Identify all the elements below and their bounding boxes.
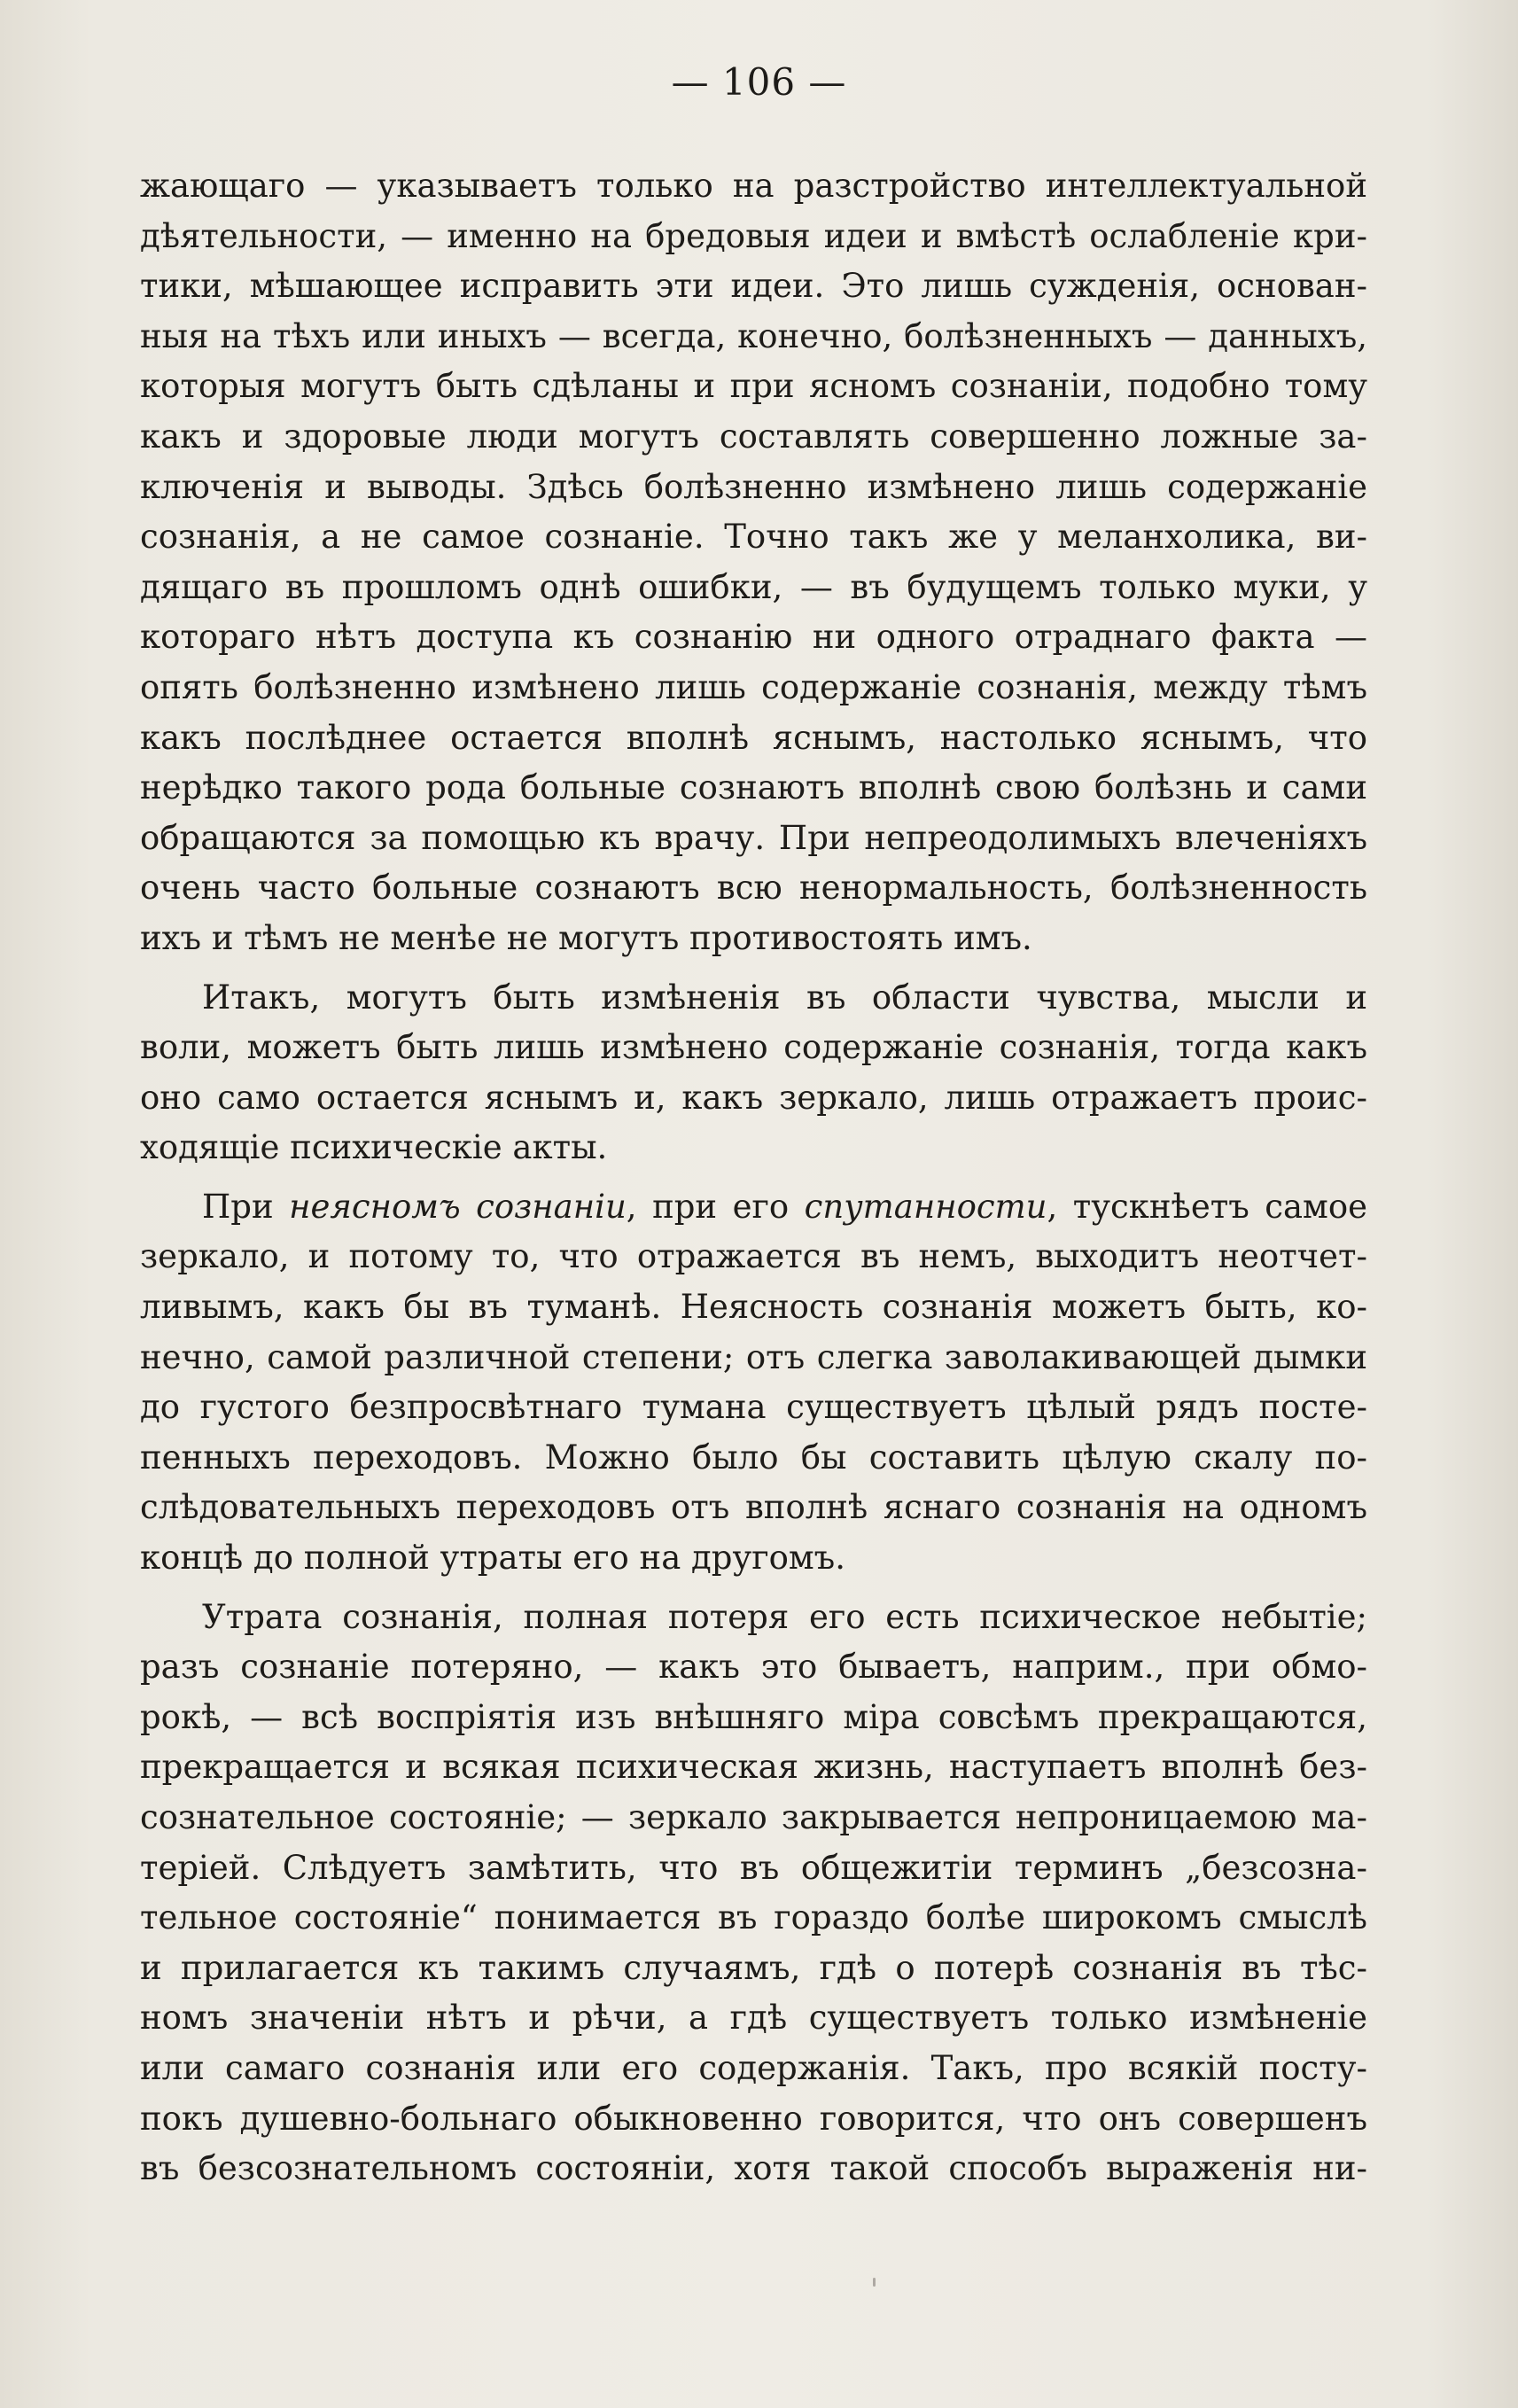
- text-line: тельное состояніе“ понимается въ гораздо болѣе широкомъ смыслѣ: [140, 1898, 1367, 1937]
- text-line: разъ сознаніе потеряно, — какъ это бываетъ, наприм., при обмо-: [140, 1648, 1367, 1687]
- paragraph-4: [140, 1593, 1367, 2194]
- text-line: сознательное состояніе; — зеркало закрывается непроницаемою ма-: [140, 1798, 1367, 1836]
- text-line: слѣдовательныхъ переходовъ отъ вполнѣ яснаго сознанія на одномъ: [140, 1488, 1367, 1527]
- text-line: тики, мѣшающее исправить эти идеи. Это лишь сужденія, основан-: [140, 267, 1367, 306]
- text-line: концѣ до полной утраты его на другомъ.: [140, 1539, 845, 1578]
- paragraph-1: [140, 161, 1367, 964]
- text-line: оно само остается яснымъ и, какъ зеркало, лишь отражаетъ проис-: [140, 1078, 1367, 1117]
- text-line: воли, можетъ быть лишь измѣнено содержаніе сознанія, тогда какъ: [140, 1028, 1367, 1067]
- text-line: ихъ и тѣмъ не менѣе не могутъ противостоять имъ.: [140, 918, 1032, 957]
- emphasis-term: спутанности: [804, 1187, 1047, 1226]
- body-text: [140, 161, 1367, 2194]
- text-line: рокѣ, — всѣ воспріятія изъ внѣшняго міра совсѣмъ прекращаются,: [140, 1697, 1367, 1736]
- emphasis-term: неясномъ сознаніи: [289, 1187, 627, 1226]
- text-line: какъ послѣднее остается вполнѣ яснымъ, настолько яснымъ, что: [140, 718, 1367, 757]
- text-line: ключенія и выводы. Здѣсь болѣзненно измѣнено лишь содержаніе: [140, 467, 1367, 506]
- text-line: ныя на тѣхъ или иныхъ — всегда, конечно, болѣзненныхъ — данныхъ,: [140, 316, 1367, 355]
- text-line: или самаго сознанія или его содержанія. Такъ, про всякій посту-: [140, 2048, 1367, 2087]
- text-line: котораго нѣтъ доступа къ сознанію ни одного отраднаго факта —: [140, 618, 1367, 657]
- text-line: которыя могутъ быть сдѣланы и при ясномъ сознаніи, подобно тому: [140, 367, 1367, 406]
- text-line: прекращается и всякая психическая жизнь, наступаетъ вполнѣ без-: [140, 1748, 1367, 1787]
- text-line: дѣятельности, — именно на бредовыя идеи и вмѣстѣ ослабленіе кри-: [140, 216, 1367, 255]
- text-line: ливымъ, какъ бы въ туманѣ. Неясность сознанія можетъ быть, ко-: [140, 1288, 1367, 1327]
- text-line: сознанія, а не самое сознаніе. Точно такъ же у меланхолика, ви-: [140, 518, 1367, 557]
- paper-speck: [873, 2278, 876, 2287]
- text-line: нечно, самой различной степени; отъ слегка заволакивающей дымки: [140, 1337, 1367, 1376]
- text-line: зеркало, и потому то, что отражается въ немъ, выходитъ неотчет-: [140, 1237, 1367, 1276]
- text-line: очень часто больные сознаютъ всю ненормальность, болѣзненность: [140, 869, 1367, 908]
- text-line: номъ значеніи нѣтъ и рѣчи, а гдѣ существуетъ только измѣненіе: [140, 1999, 1367, 2038]
- text-line: жающаго — указываетъ только на разстройство интеллектуальной: [140, 167, 1367, 205]
- paragraph-3: [140, 1182, 1367, 1584]
- text-line: покъ душевно-больнаго обыкновенно говорится, что онъ совершенъ: [140, 2099, 1367, 2138]
- text-line: Утрата сознанія, полная потеря его есть психическое небытіе;: [202, 1597, 1367, 1636]
- text-line: пенныхъ переходовъ. Можно было бы составить цѣлую скалу по-: [140, 1438, 1367, 1477]
- paragraph-2: [140, 973, 1367, 1173]
- text-line: При неясномъ сознаніи, при его спутанности, тускнѣетъ самое: [202, 1187, 1367, 1226]
- text-line: и прилагается къ такимъ случаямъ, гдѣ о потерѣ сознанія въ тѣс-: [140, 1948, 1367, 1987]
- text-line: какъ и здоровые люди могутъ составлять совершенно ложные за-: [140, 417, 1367, 456]
- text-line: нерѣдко такого рода больные сознаютъ вполнѣ свою болѣзнь и сами: [140, 768, 1367, 807]
- text-line: въ безсознательномъ состояніи, хотя такой способъ выраженія ни-: [140, 2149, 1367, 2188]
- text-line: опять болѣзненно измѣнено лишь содержаніе сознанія, между тѣмъ: [140, 667, 1367, 706]
- text-line: Итакъ, могутъ быть измѣненія въ области чувства, мысли и: [202, 978, 1367, 1017]
- text-line: дящаго въ прошломъ однѣ ошибки, — въ будущемъ только муки, у: [140, 567, 1367, 606]
- text-line: ходящіе психическіе акты.: [140, 1128, 608, 1167]
- page-number: — 106 —: [671, 60, 847, 104]
- text-line: обращаются за помощью къ врачу. При непреодолимыхъ влеченіяхъ: [140, 818, 1367, 857]
- text-line: до густого безпросвѣтнаго тумана существуетъ цѣлый рядъ посте-: [140, 1388, 1367, 1427]
- text-line: теріей. Слѣдуетъ замѣтить, что въ общежитіи терминъ „безсозна-: [140, 1848, 1367, 1887]
